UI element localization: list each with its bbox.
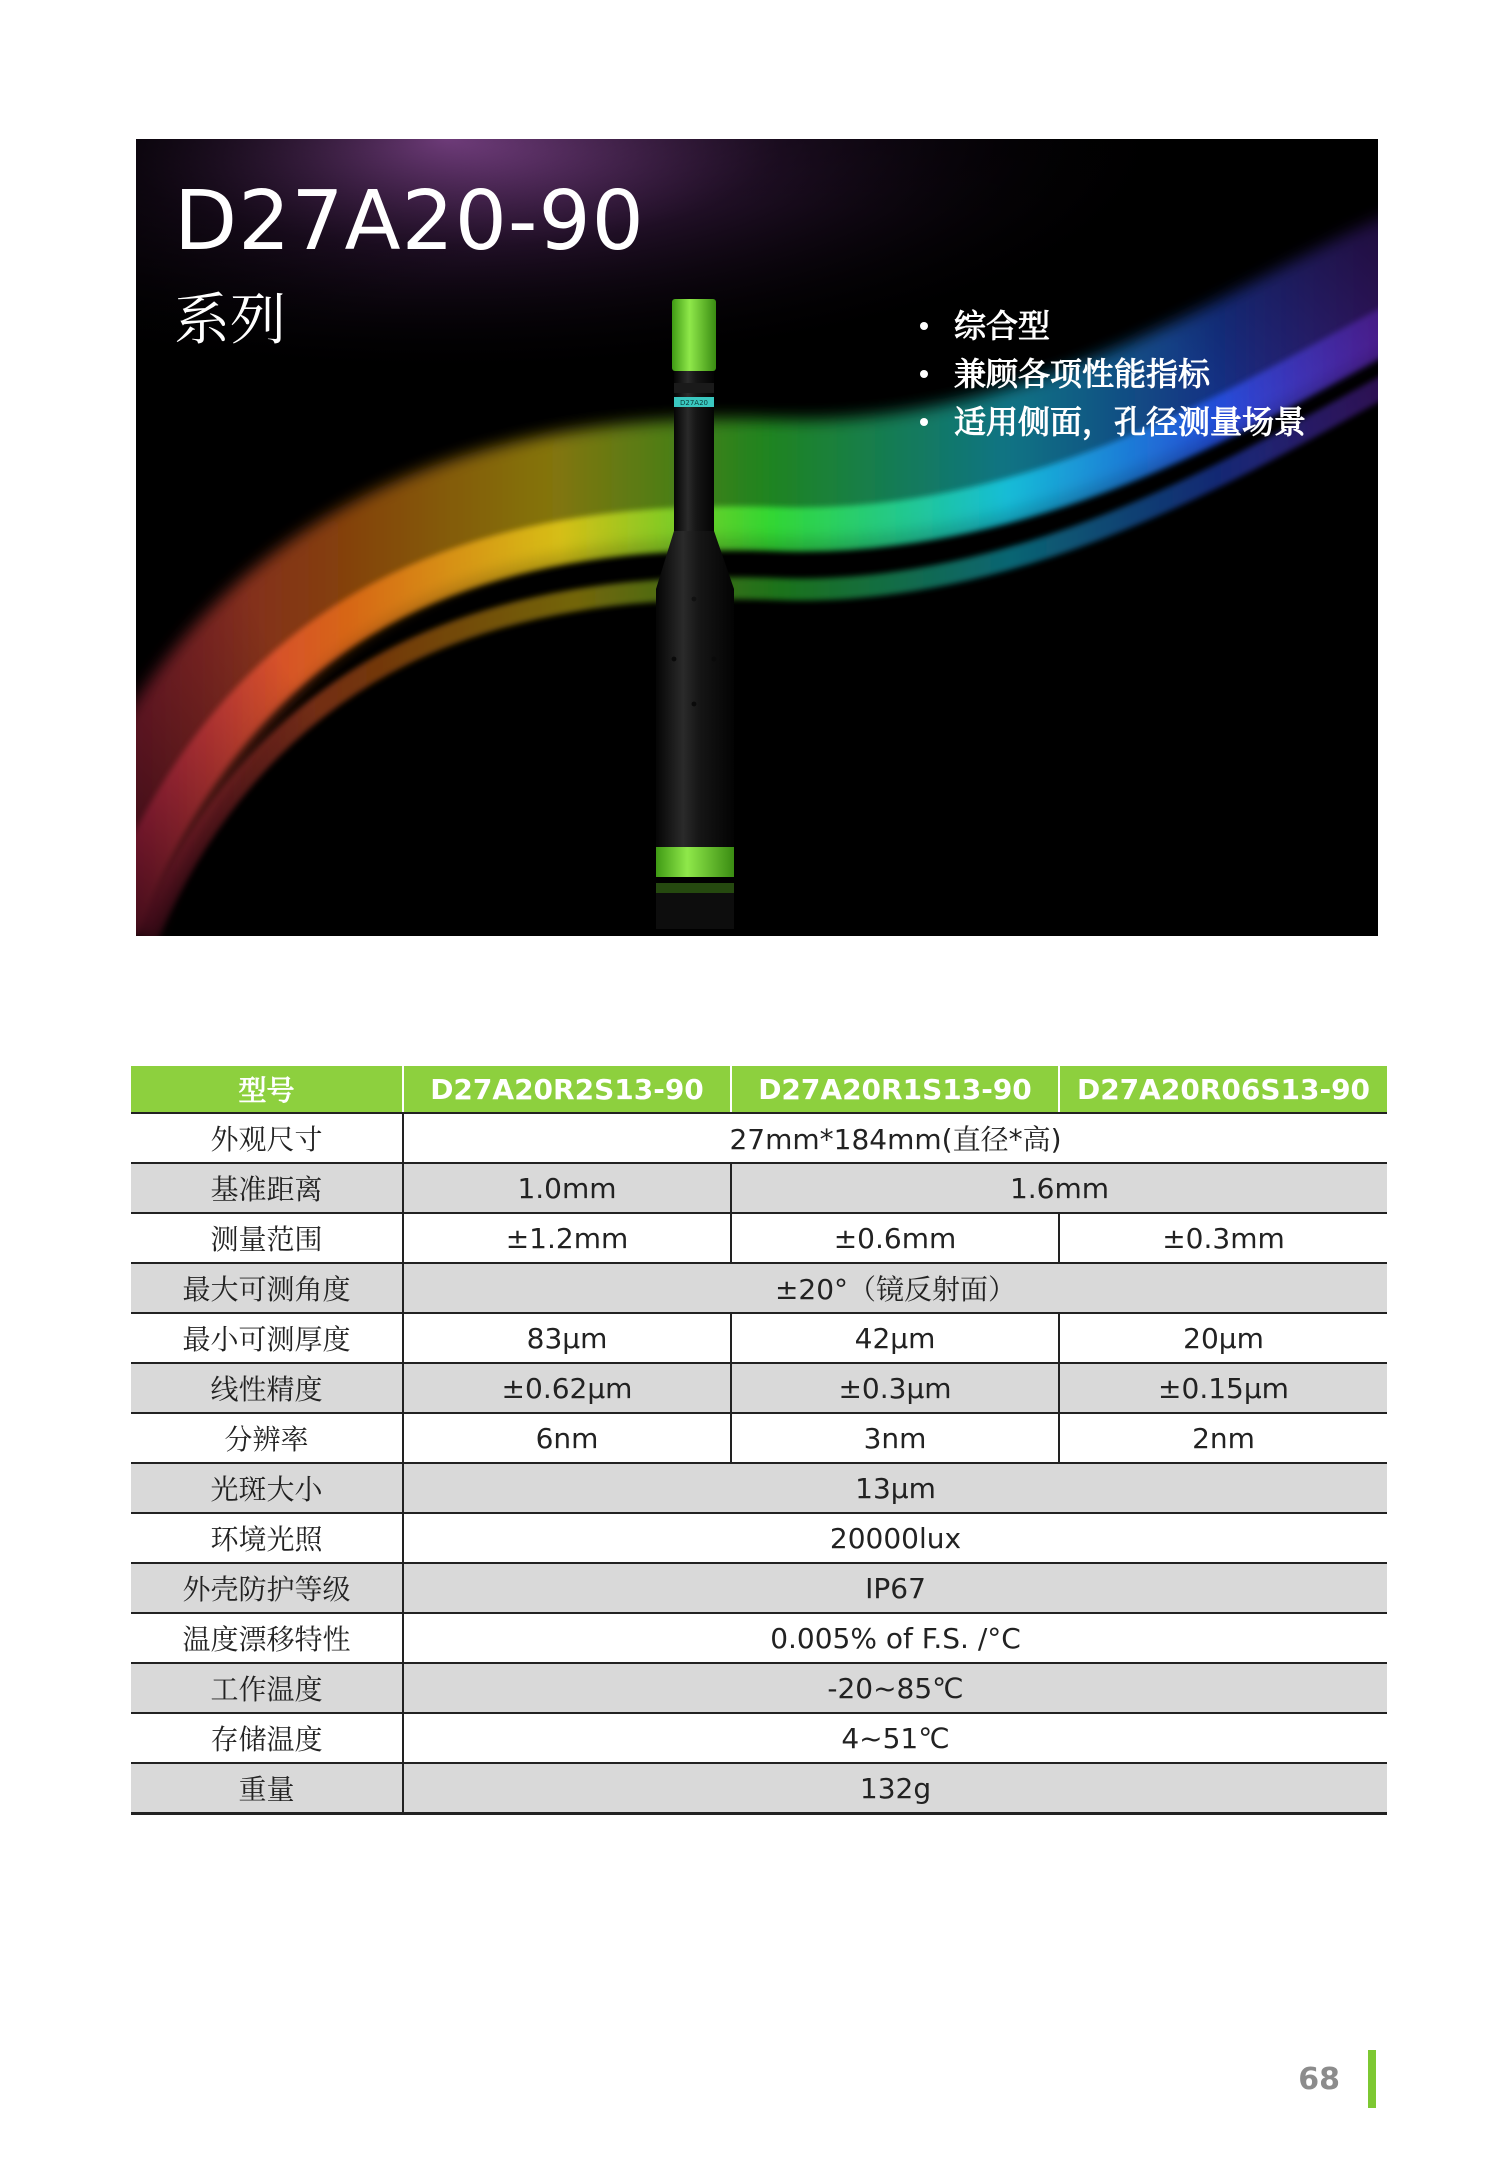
feature-item: 综合型 [916,302,1306,350]
row-value: IP67 [403,1563,1387,1613]
row-value: 13μm [403,1463,1387,1513]
row-value: ±0.6mm [731,1213,1059,1263]
feature-item: 适用侧面，孔径测量场景 [916,398,1306,446]
table-row [131,1113,1387,1163]
row-value: ±1.2mm [403,1213,731,1263]
row-value: 132g [403,1763,1387,1814]
table-row [131,1663,1387,1713]
table-row [131,1313,1387,1363]
row-value: 0.005% of F.S. /°C [403,1613,1387,1663]
row-value: 83μm [403,1313,731,1363]
row-value: 1.0mm [403,1163,731,1213]
row-value: 20000lux [403,1513,1387,1563]
row-label: 线性精度 [131,1363,403,1413]
feature-list [916,302,1306,446]
header-model-r2: D27A20R2S13-90 [403,1066,731,1113]
sensor-product-image [652,299,738,929]
row-value: 4~51℃ [403,1713,1387,1763]
row-label: 基准距离 [131,1163,403,1213]
row-value: 20μm [1059,1313,1387,1363]
product-title: D27A20-90 [174,174,645,269]
row-label: 温度漂移特性 [131,1613,403,1663]
sensor-label: D27A20 [680,399,708,407]
row-label: 环境光照 [131,1513,403,1563]
product-subtitle: 系列 [174,288,286,353]
table-row [131,1463,1387,1513]
row-label: 工作温度 [131,1663,403,1713]
feature-item: 兼顾各项性能指标 [916,350,1306,398]
row-label: 光斑大小 [131,1463,403,1513]
row-label: 最大可测角度 [131,1263,403,1313]
row-label: 分辨率 [131,1413,403,1463]
table-row [131,1513,1387,1563]
row-label: 测量范围 [131,1213,403,1263]
row-value: 6nm [403,1413,731,1463]
row-value: 42μm [731,1313,1059,1363]
row-label: 存储温度 [131,1713,403,1763]
table-row [131,1413,1387,1463]
row-value: ±0.3mm [1059,1213,1387,1263]
row-value: ±20°（镜反射面） [403,1263,1387,1313]
row-value: 2nm [1059,1413,1387,1463]
header-model: 型号 [131,1066,403,1113]
table-row [131,1363,1387,1413]
row-label: 外壳防护等级 [131,1563,403,1613]
row-value: 3nm [731,1413,1059,1463]
row-value: 1.6mm [731,1163,1387,1213]
table-row [131,1563,1387,1613]
page-accent-bar [1368,2050,1376,2108]
row-value: -20~85℃ [403,1663,1387,1713]
row-value: 27mm*184mm(直径*高) [403,1113,1387,1163]
table-row [131,1613,1387,1663]
row-value: ±0.3μm [731,1363,1059,1413]
table-row [131,1213,1387,1263]
header-model-r1: D27A20R1S13-90 [731,1066,1059,1113]
spec-header-row [131,1066,1387,1113]
spec-table [131,1066,1387,1815]
bullet-icon [920,418,928,426]
table-row [131,1763,1387,1814]
row-label: 外观尺寸 [131,1113,403,1163]
table-row [131,1263,1387,1313]
table-row [131,1163,1387,1213]
bullet-icon [920,370,928,378]
row-label: 重量 [131,1763,403,1814]
header-model-r06: D27A20R06S13-90 [1059,1066,1387,1113]
table-row [131,1713,1387,1763]
bullet-icon [920,322,928,330]
row-label: 最小可测厚度 [131,1313,403,1363]
row-value: ±0.62μm [403,1363,731,1413]
page-number: 68 [1298,2062,1340,2097]
row-value: ±0.15μm [1059,1363,1387,1413]
hero-banner [136,139,1378,936]
